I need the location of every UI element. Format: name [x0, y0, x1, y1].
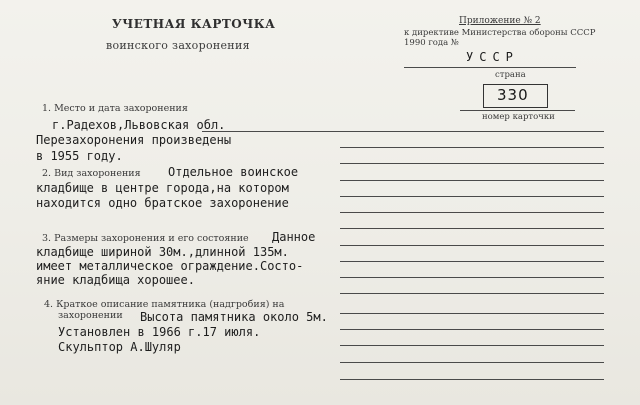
section-1-label: 1. Место и дата захоронения [42, 103, 188, 114]
section-4-line-1: Высота памятника около 5м. [140, 310, 328, 324]
rule [340, 147, 604, 148]
rule [340, 228, 604, 229]
rule [340, 345, 604, 346]
rule [202, 131, 604, 132]
card-number-value: 330 [497, 86, 529, 104]
rule [340, 212, 604, 213]
section-1-line-1: г.Радехов,Львовская обл. [52, 118, 226, 132]
section-3-line-1: Данное [272, 230, 316, 244]
rule [340, 293, 604, 294]
section-1-line-2: Перезахоронения произведены [36, 133, 232, 147]
rule [340, 379, 604, 380]
rule [340, 180, 604, 181]
rule [340, 313, 604, 314]
card-title: УЧЕТНАЯ КАРТОЧКА [112, 17, 276, 31]
section-2-line-1: Отдельное воинское [168, 165, 299, 179]
country-value: УССР [466, 50, 519, 64]
rule [340, 261, 604, 262]
card-subtitle: воинского захоронения [106, 39, 250, 52]
rule [340, 329, 604, 330]
section-2-line-2: кладбище в центре города,на котором [36, 181, 289, 195]
section-4-line-3: Скульптор А.Шуляр [58, 340, 181, 354]
card-number-underline [460, 110, 575, 111]
directive-line-1: к директиве Министерства обороны СССР [404, 28, 596, 38]
rule [340, 277, 604, 278]
section-1-line-3: в 1955 году. [36, 149, 123, 163]
rule [340, 163, 604, 164]
section-2-label: 2. Вид захоронения [42, 168, 141, 179]
country-underline [404, 67, 576, 68]
country-caption: страна [495, 70, 526, 80]
rule [340, 362, 604, 363]
section-3-label: 3. Размеры захоронения и его состояние [42, 233, 249, 244]
card-number-caption: номер карточки [482, 112, 555, 122]
section-4-label-line-1: 4. Краткое описание памятника (надгробия) на [44, 299, 285, 310]
section-2-line-3: находится одно братское захоронение [36, 196, 289, 210]
directive-line-2: 1990 года № [404, 38, 459, 48]
section-3-line-2: кладбище шириной 30м.,длинной 135м. [36, 245, 289, 259]
section-4-line-2: Установлен в 1966 г.17 июля. [58, 325, 261, 339]
rule [340, 196, 604, 197]
appendix-label: Приложение № 2 [459, 16, 541, 26]
rule [340, 245, 604, 246]
section-4-label-line-2: захоронении [58, 310, 123, 321]
section-3-line-3: имеет металлическое ограждение.Состо- [36, 259, 304, 273]
section-3-line-4: яние кладбища хорошее. [36, 273, 195, 287]
